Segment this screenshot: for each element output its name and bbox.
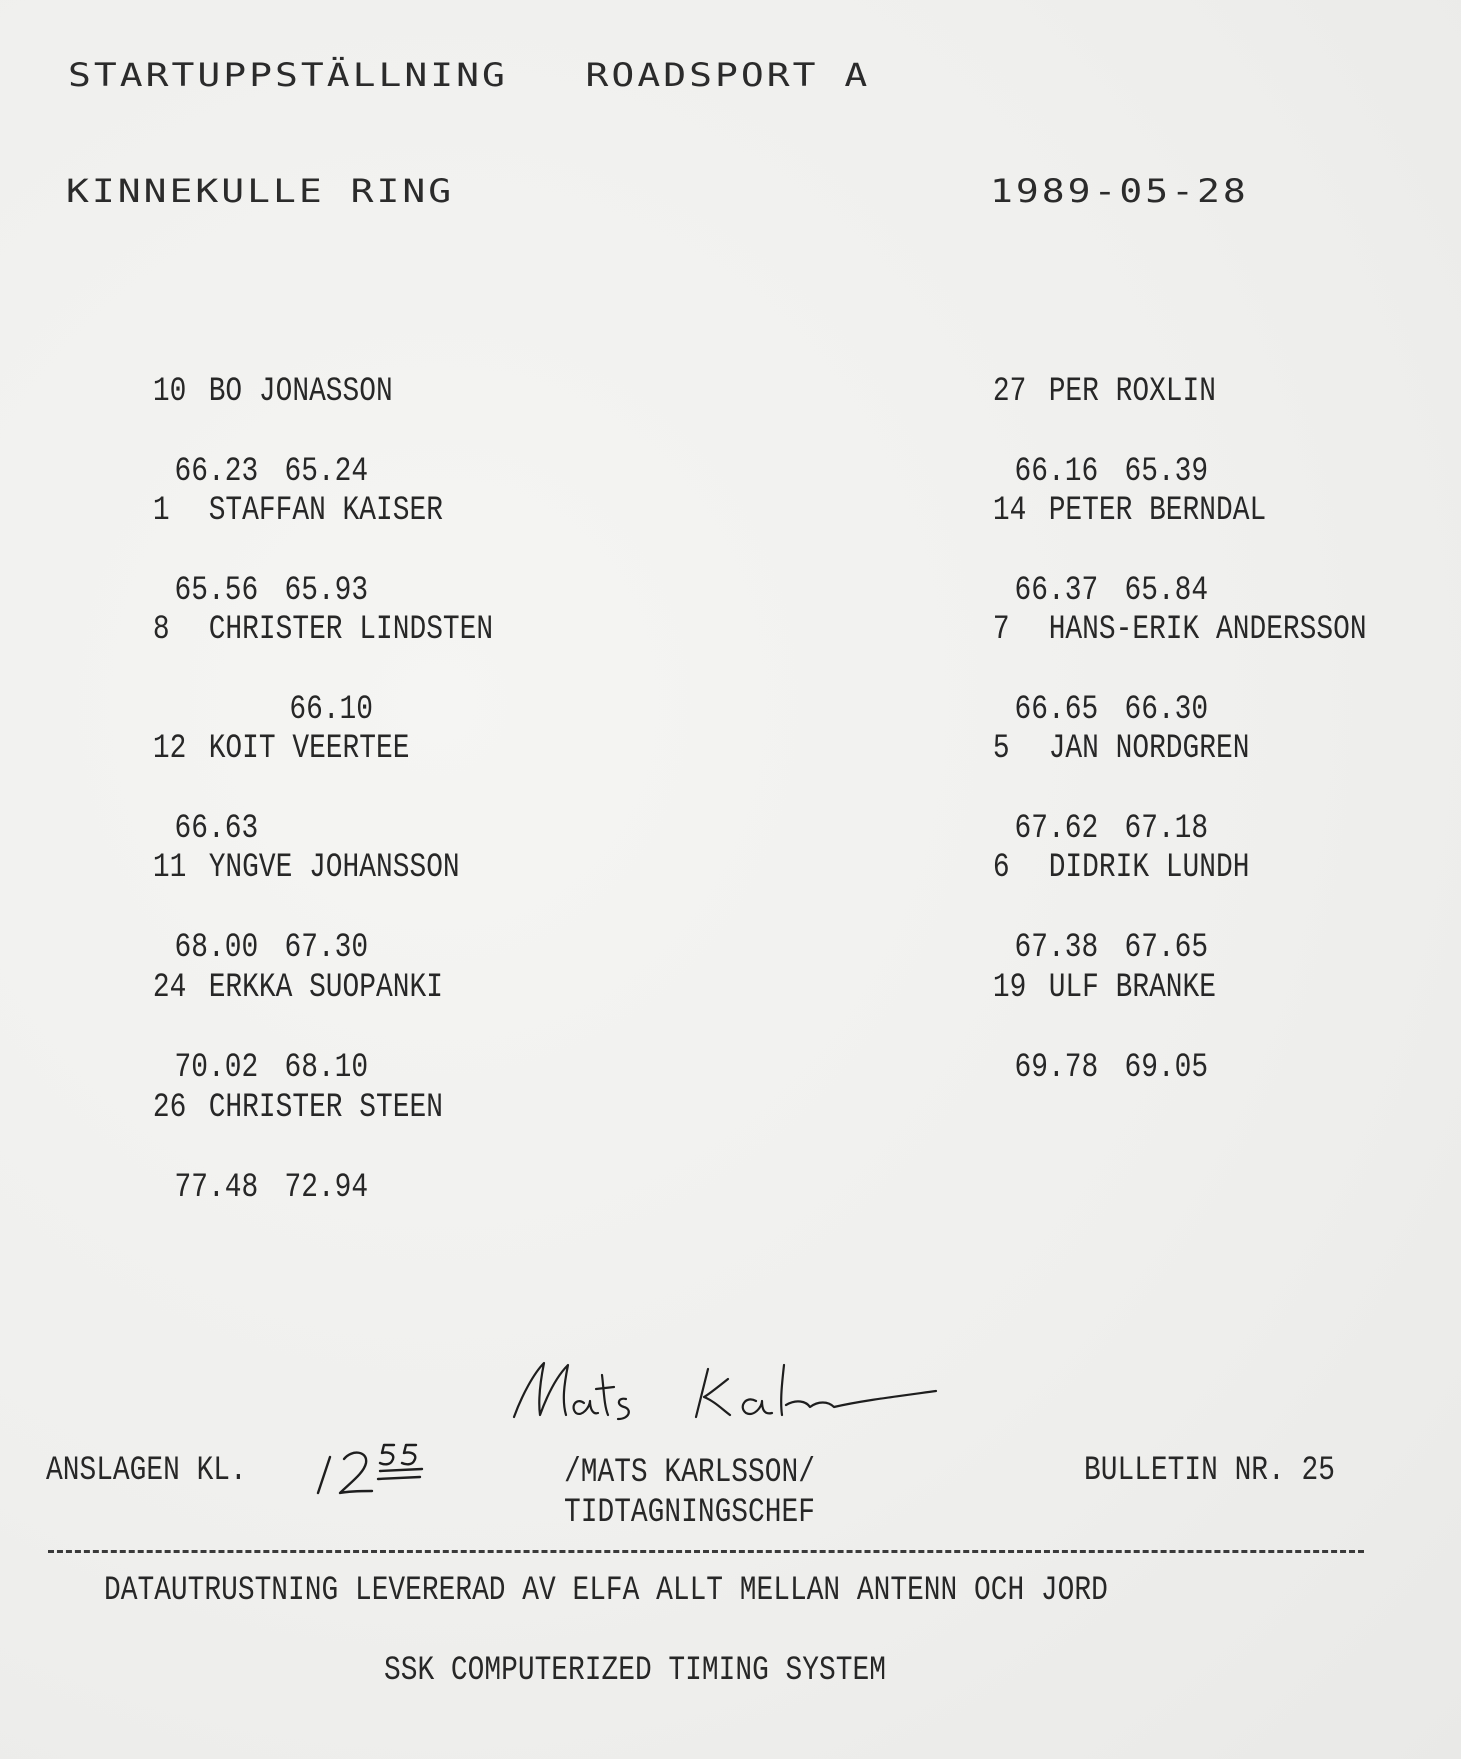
- lap-time: 66.30: [1124, 691, 1209, 729]
- driver-name: ULF BRANKE: [1048, 969, 1217, 1007]
- car-number: 5: [992, 730, 1010, 768]
- lap-time: 67.38: [1014, 929, 1099, 967]
- car-number: 10: [152, 373, 187, 411]
- page-title: STARTUPPSTÄLLNING ROADSPORT A: [68, 56, 871, 94]
- lap-time: 65.39: [1124, 453, 1209, 491]
- driver-name: ERKKA SUOPANKI: [208, 969, 443, 1007]
- driver-name: YNGVE JOHANSSON: [208, 849, 460, 887]
- driver-name: JAN NORDGREN: [1048, 730, 1250, 768]
- driver-name: KOIT VEERTEE: [208, 730, 410, 768]
- lap-time: 65.84: [1124, 572, 1209, 610]
- lap-time: 65.56: [174, 572, 259, 610]
- handwritten-posted-time: [310, 1425, 450, 1505]
- driver-name: STAFFAN KAISER: [208, 492, 443, 530]
- lap-time: 65.93: [284, 572, 369, 610]
- lap-time: 67.30: [284, 929, 369, 967]
- driver-name: CHRISTER STEEN: [208, 1089, 443, 1127]
- posted-label: ANSLAGEN KL.: [46, 1452, 247, 1490]
- lap-time: 70.02: [174, 1049, 259, 1087]
- driver-name: DIDRIK LUNDH: [1048, 849, 1250, 887]
- lap-time: 66.23: [174, 453, 259, 491]
- car-number: 12: [152, 730, 187, 768]
- car-number: 24: [152, 969, 187, 1007]
- car-number: 19: [992, 969, 1027, 1007]
- driver-name: BO JONASSON: [208, 373, 393, 411]
- car-number: 11: [152, 849, 187, 887]
- lap-time: 77.48: [174, 1169, 259, 1207]
- lap-time: 69.05: [1124, 1049, 1209, 1087]
- handwritten-signature: [500, 1345, 950, 1435]
- lap-time: 65.24: [284, 453, 369, 491]
- system-line: SSK COMPUTERIZED TIMING SYSTEM: [384, 1652, 886, 1690]
- driver-name: PETER BERNDAL: [1048, 492, 1267, 530]
- divider: [48, 1550, 1364, 1553]
- signer-name: /MATS KARLSSON/: [564, 1454, 815, 1492]
- credit-line: DATAUTRUSTNING LEVERERAD AV ELFA ALLT MELLAN ANTENN OCH JORD: [104, 1572, 1108, 1610]
- event-date: 1989-05-28: [990, 172, 1249, 210]
- car-number: 14: [992, 492, 1027, 530]
- car-number: 27: [992, 373, 1027, 411]
- list-item: [926, 928, 1216, 1168]
- lap-time: 66.63: [174, 810, 259, 848]
- list-item: [86, 1048, 443, 1288]
- lap-time: 68.10: [284, 1049, 369, 1087]
- lap-time: 67.18: [1124, 810, 1209, 848]
- driver-name: PER ROXLIN: [1048, 373, 1217, 411]
- signer-title: TIDTAGNINGSCHEF: [564, 1494, 815, 1532]
- event-name: KINNEKULLE RING: [66, 172, 455, 210]
- lap-time: 66.65: [1014, 691, 1099, 729]
- car-number: 7: [992, 611, 1010, 649]
- driver-name: HANS-ERIK ANDERSSON: [1048, 611, 1367, 649]
- lap-time: 67.65: [1124, 929, 1209, 967]
- lap-time: 66.37: [1014, 572, 1099, 610]
- lap-time: 66.10: [289, 691, 374, 729]
- driver-name: CHRISTER LINDSTEN: [208, 611, 494, 649]
- lap-time: 72.94: [284, 1169, 369, 1207]
- bulletin-number: BULLETIN NR. 25: [1084, 1452, 1335, 1490]
- lap-time: 69.78: [1014, 1049, 1099, 1087]
- car-number: 26: [152, 1089, 187, 1127]
- lap-time: 68.00: [174, 929, 259, 967]
- car-number: 6: [992, 849, 1010, 887]
- lap-time: 66.16: [1014, 453, 1099, 491]
- lap-time: 67.62: [1014, 810, 1099, 848]
- car-number: 1: [152, 492, 170, 530]
- car-number: 8: [152, 611, 170, 649]
